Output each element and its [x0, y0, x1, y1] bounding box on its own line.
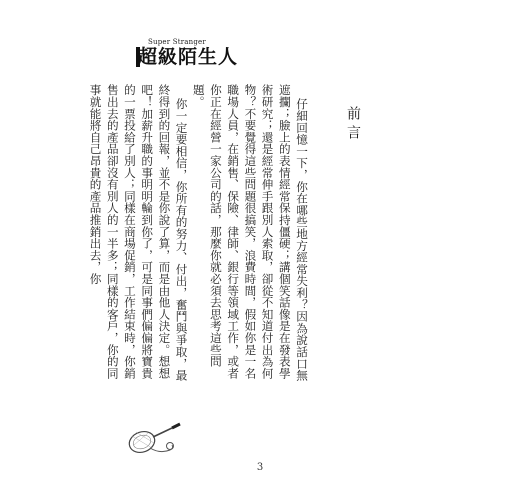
- chapter-heading: 前言: [345, 106, 361, 144]
- vertical-text-body: [86, 84, 360, 394]
- paragraph-2: 你一定要相信，你所有的努力、付出，奮鬥與爭取，最終得到的回報，並不是你說了算，而是由他人決定。想想吧！加薪升職的事明明輪到你了，可是同事們偏偏將寶貴的一票投給了別人；同樣在商場促銷，工作結束時，你銷售出去的產品卻沒有別人的一半多；同樣的客戶，你的同事就能將自己昂貴的產品推銷出去，你: [88, 84, 189, 382]
- page-number: 3: [256, 462, 264, 473]
- paragraph-1: 仔細回憶一下，你在哪些地方經常失利？因為說話口無遮攔；臉上的表情經常保持僵硬；講個笑話像是在發表學術研究；還是經常伸手跟別人索取，卻從不知道付出為何物？不要覺得這些問題很搞笑，浪費時間，假如你是一名職場人員，在銷售、保險、律師、銀行等領域工作，或者你正在經營一家公司的話，那麼你就必須去思考這些問題。: [191, 84, 309, 382]
- book-logo: [138, 38, 239, 72]
- logo-chinese: 超級陌生人: [138, 46, 239, 68]
- tennis-racket-sketch-icon: [126, 412, 184, 462]
- logo-english: Super Stranger: [148, 38, 206, 46]
